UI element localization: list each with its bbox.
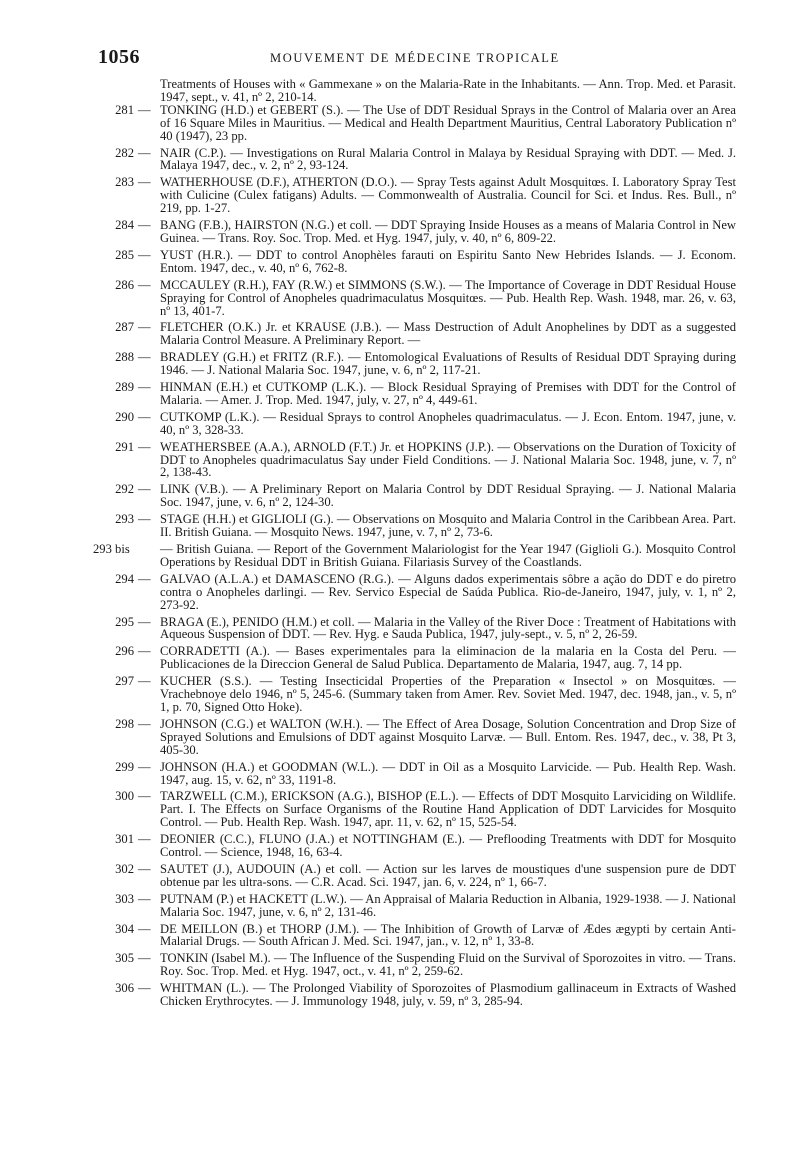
- entry-number: 301: [115, 832, 134, 847]
- bibliography-entry: [115, 439, 736, 480]
- entry-text: MCCAULEY (R.H.), FAY (R.W.) et SIMMONS (S.W.). — The Importance of Coverage in DDT Residual House Spraying for Control of Anopheles quadrimaculatus Mosquitœs. — Pub. Health Rep. Wash. 1948, mar. 26, v. 63, nº 13, 401-7.: [160, 277, 736, 318]
- entry-number: 291: [115, 439, 134, 454]
- entry-dash: —: [138, 439, 151, 454]
- bibliography-entry: [115, 409, 736, 437]
- entry-text: HINMAN (E.H.) et CUTKOMP (L.K.). — Block Residual Spraying of Premises with DDT for the Control of Malaria. — Amer. J. Trop. Med. 1947, july, v. 27, nº 4, 449-61.: [160, 380, 736, 407]
- entry-dash: —: [138, 571, 151, 586]
- entry-number: 293 bis: [93, 542, 130, 556]
- entry-text: STAGE (H.H.) et GIGLIOLI (G.). — Observations on Mosquito and Malaria Control in the Caribbean Area. Part. II. British Guiana. — Mosquito News. 1947, june, v. 7, nº 2, 73-6.: [160, 512, 736, 540]
- entry-dash: —: [138, 951, 151, 966]
- entry-number: 305: [115, 951, 134, 966]
- entry-number: 300: [115, 789, 134, 804]
- entry-text: TARZWELL (C.M.), ERICKSON (A.G.), BISHOP (E.L.). — Effects of DDT Mosquito Larviciding on Wildlife. Part. I. The Effects on Surface Organisms of the Routine Hand Application of DDT Larvicides for Mosquito Control. — Pub. Health Rep. Wash. 1947, apr. 11, v. 62, nº 15, 525-54.: [160, 789, 736, 830]
- entry-text: PUTNAM (P.) et HACKETT (L.W.). — An Appraisal of Malaria Reduction in Albania, 1929-1938. — J. National Malaria Soc. 1947, june, v. 6, nº 2, 131-46.: [160, 891, 736, 919]
- entry-number: 281: [115, 102, 134, 117]
- entry-dash: —: [138, 247, 151, 262]
- bibliography-entry: [93, 542, 736, 569]
- entry-dash: —: [138, 218, 151, 233]
- bibliography-entry: [115, 861, 736, 889]
- entry-number: 296: [115, 644, 134, 659]
- entry-text: YUST (H.R.). — DDT to control Anophèles farauti on Espiritu Santo New Hebrides Islands. — J. Econom. Entom. 1947, dec., v. 40, nº 6, 762-8.: [160, 247, 736, 275]
- page-header: [98, 46, 738, 70]
- entry-number: 306: [115, 981, 134, 996]
- entry-text: CORRADETTI (A.). — Bases experimentales para la eliminacion de la malaria en la Costa del Peru. — Publicaciones de la Direccion General de Salud Publica. Departamento de Malaria, 1947, aug. 7, 14 pp.: [160, 644, 736, 672]
- bibliography-entry: [115, 759, 736, 787]
- entry-text: LINK (V.B.). — A Preliminary Report on Malaria Control by DDT Residual Spraying. — J. National Malaria Soc. 1947, june, v. 6, nº 2, 124-30.: [160, 482, 736, 510]
- bibliography-entry: [115, 674, 736, 714]
- bibliography-entry: [115, 380, 736, 407]
- bibliography-entry: [115, 175, 736, 216]
- entry-text: JOHNSON (H.A.) et GOODMAN (W.L.). — DDT in Oil as a Mosquito Larvicide. — Pub. Health Rep. Wash. 1947, aug. 15, v. 62, nº 33, 1191-8.: [160, 759, 736, 787]
- entry-dash: —: [138, 409, 151, 424]
- entry-number: 295: [115, 614, 134, 629]
- bibliography-entry: [115, 512, 736, 540]
- bibliography-entry: [115, 218, 736, 245]
- entry-dash: —: [138, 921, 151, 936]
- entry-text: WATHERHOUSE (D.F.), ATHERTON (D.O.). — Spray Tests against Adult Mosquitœs. I. Laboratory Spray Test with Culicine (Culex fatigans) Adults. — Commonwealth of Australia. Council for Sci. et Indus. Res. Bull., nº 219, pp. 1-27.: [160, 175, 736, 216]
- entry-text: WHITMAN (L.). — The Prolonged Viability of Sporozoites of Plasmodium gallinaceum in Extracts of Washed Chicken Erythrocytes. — J. Immunology 1948, july, v. 59, nº 3, 285-94.: [160, 981, 736, 1009]
- entry-dash: —: [138, 981, 151, 996]
- entry-dash: —: [138, 789, 151, 804]
- entry-dash: —: [138, 102, 151, 117]
- entry-dash: —: [138, 674, 151, 689]
- bibliography-entry: [115, 102, 736, 143]
- entry-text: NAIR (C.P.). — Investigations on Rural Malaria Control in Malaya by Residual Spraying with DDT. — Med. J. Malaya 1947, dec., v. 2, nº 2, 93-124.: [160, 145, 736, 173]
- entry-dash: —: [138, 350, 151, 365]
- bibliography-entry: [115, 482, 736, 510]
- entry-number: 288: [115, 350, 134, 365]
- entry-number: 293: [115, 512, 134, 527]
- bibliography-entry: [115, 644, 736, 672]
- entry-dash: —: [138, 614, 151, 629]
- bibliography-list: [0, 78, 800, 1008]
- entry-dash: —: [138, 175, 151, 190]
- entry-text: — British Guiana. — Report of the Government Malariologist for the Year 1947 (Giglioli G.). Mosquito Control Operations by Residual DDT in British Guiana. Filariasis Survey of the Coastlands.: [160, 542, 736, 569]
- entry-dash: —: [138, 320, 151, 335]
- entry-number: 297: [115, 674, 134, 689]
- entry-dash: —: [138, 832, 151, 847]
- entry-dash: —: [138, 145, 151, 160]
- bibliography-entry-continued: [160, 78, 736, 104]
- bibliography-entry: [115, 320, 736, 348]
- entry-dash: —: [138, 861, 151, 876]
- entry-dash: —: [138, 380, 151, 395]
- entry-number: 294: [115, 571, 134, 586]
- bibliography-entry: [115, 277, 736, 318]
- entry-number: 289: [115, 380, 134, 395]
- entry-number: 285: [115, 247, 134, 262]
- entry-number: 299: [115, 759, 134, 774]
- entry-number: 298: [115, 716, 134, 731]
- bibliography-entry: [115, 614, 736, 642]
- entry-text: SAUTET (J.), AUDOUIN (A.) et coll. — Action sur les larves de moustiques d'une suspension pure de DDT obtenue par les ultra-sons. — C.R. Acad. Sci. 1947, jan. 6, v. 224, nº 1, 66-7.: [160, 861, 736, 889]
- bibliography-entry: [115, 891, 736, 919]
- entry-number: 283: [115, 175, 134, 190]
- bibliography-entry: [115, 951, 736, 979]
- entry-text: TONKIN (Isabel M.). — The Influence of the Suspending Fluid on the Survival of Sporozoites in vitro. — Trans. Roy. Soc. Trop. Med. et Hyg. 1947, oct., v. 41, nº 2, 259-62.: [160, 951, 736, 979]
- entry-dash: —: [138, 716, 151, 731]
- entry-number: 282: [115, 145, 134, 160]
- bibliography-entry: [115, 981, 736, 1009]
- entry-text: GALVAO (A.L.A.) et DAMASCENO (R.G.). — Alguns dados experimentais sôbre a ação do DDT e do piretro contra o Anopheles darlingi. — Rev. Servico Especial de Saúda Publica. Rio-de-Janeiro, 1947, july, v. 1, nº 2, 273-92.: [160, 571, 736, 612]
- bibliography-entry: [115, 716, 736, 757]
- page-number: 1056: [98, 46, 140, 68]
- entry-dash: —: [138, 891, 151, 906]
- bibliography-entry: [115, 571, 736, 612]
- bibliography-entry: [115, 832, 736, 860]
- entry-number: 287: [115, 320, 134, 335]
- bibliography-entry: [115, 145, 736, 173]
- bibliography-entry: [115, 247, 736, 275]
- entry-text: JOHNSON (C.G.) et WALTON (W.H.). — The Effect of Area Dosage, Solution Concentration and Drop Size of Sprayed Solutions and Emulsions of DDT against Mosquito Larvæ. — Bull. Entom. Res. 1947, dec., v. 38, Pt 3, 405-30.: [160, 716, 736, 757]
- entry-text: Treatments of Houses with « Gammexane » on the Malaria-Rate in the Inhabitants. — Ann. Trop. Med. et Parasit. 1947, sept., v. 41, nº 2, 210-14.: [160, 77, 736, 104]
- entry-number: 286: [115, 277, 134, 292]
- entry-number: 302: [115, 861, 134, 876]
- entry-dash: —: [138, 512, 151, 527]
- entry-dash: —: [138, 644, 151, 659]
- bibliography-entry: [115, 789, 736, 830]
- entry-number: 303: [115, 891, 134, 906]
- entry-text: BANG (F.B.), HAIRSTON (N.G.) et coll. — DDT Spraying Inside Houses as a means of Malaria Control in New Guinea. — Trans. Roy. Soc. Trop. Med. et Hyg. 1947, july, v. 40, nº 6, 809-22.: [160, 218, 736, 245]
- entry-text: FLETCHER (O.K.) Jr. et KRAUSE (J.B.). — Mass Destruction of Adult Anophelines by DDT as a suggested Malaria Control Measure. A Preliminary Report. —: [160, 320, 736, 348]
- entry-text: BRAGA (E.), PENIDO (H.M.) et coll. — Malaria in the Valley of the River Doce : Treatment of Habitations with Aqueous Suspension of DDT. — Rev. Hyg. e Sauda Publica, 1947, july-sept., v. 5, nº 2, 26-59.: [160, 614, 736, 642]
- entry-text: KUCHER (S.S.). — Testing Insecticidal Properties of the Preparation « Insectol » on Mosquitœs. — Vrachebnoye delo 1946, nº 5, 245-6. (Summary taken from Amer. Rev. Soviet Med. 1947, dec. 1948, jan., v. 5, nº 1, p. 70, Signed Otto Hoke).: [160, 674, 736, 714]
- entry-text: TONKING (H.D.) et GEBERT (S.). — The Use of DDT Residual Sprays in the Control of Malaria over an Area of 16 Square Miles in Mauritius. — Medical and Health Department Mauritius, Central Laboratory Publication nº 40 (1947), 23 pp.: [160, 102, 736, 143]
- entry-number: 284: [115, 218, 134, 233]
- entry-dash: —: [138, 482, 151, 497]
- entry-text: CUTKOMP (L.K.). — Residual Sprays to control Anopheles quadrimaculatus. — J. Econ. Entom. 1947, june, v. 40, nº 3, 328-33.: [160, 409, 736, 437]
- entry-number: 292: [115, 482, 134, 497]
- bibliography-entry: [115, 350, 736, 378]
- entry-text: DEONIER (C.C.), FLUNO (J.A.) et NOTTINGHAM (E.). — Preflooding Treatments with DDT for Mosquito Control. — Science, 1948, 16, 63-4.: [160, 832, 736, 860]
- entry-dash: —: [138, 759, 151, 774]
- running-title: MOUVEMENT DE MÉDECINE TROPICALE: [270, 51, 560, 65]
- bibliography-entry: [115, 921, 736, 949]
- entry-text: DE MEILLON (B.) et THORP (J.M.). — The Inhibition of Growth of Larvæ of Ædes ægypti by certain Anti-Malarial Drugs. — South African J. Med. Sci. 1947, jan., v. 12, nº 1, 33-8.: [160, 921, 736, 949]
- entry-text: WEATHERSBEE (A.A.), ARNOLD (F.T.) Jr. et HOPKINS (J.P.). — Observations on the Duration of Toxicity of DDT to Anopheles quadrimaculatus Say under Field Conditions. — J. National Malaria Soc. 1948, june, v. 7, nº 2, 138-43.: [160, 439, 736, 480]
- entry-dash: —: [138, 277, 151, 292]
- entry-number: 304: [115, 921, 134, 936]
- entry-number: 290: [115, 409, 134, 424]
- entry-text: BRADLEY (G.H.) et FRITZ (R.F.). — Entomological Evaluations of Results of Residual DDT Spraying during 1946. — J. National Malaria Soc. 1947, june, v. 6, nº 2, 117-21.: [160, 350, 736, 378]
